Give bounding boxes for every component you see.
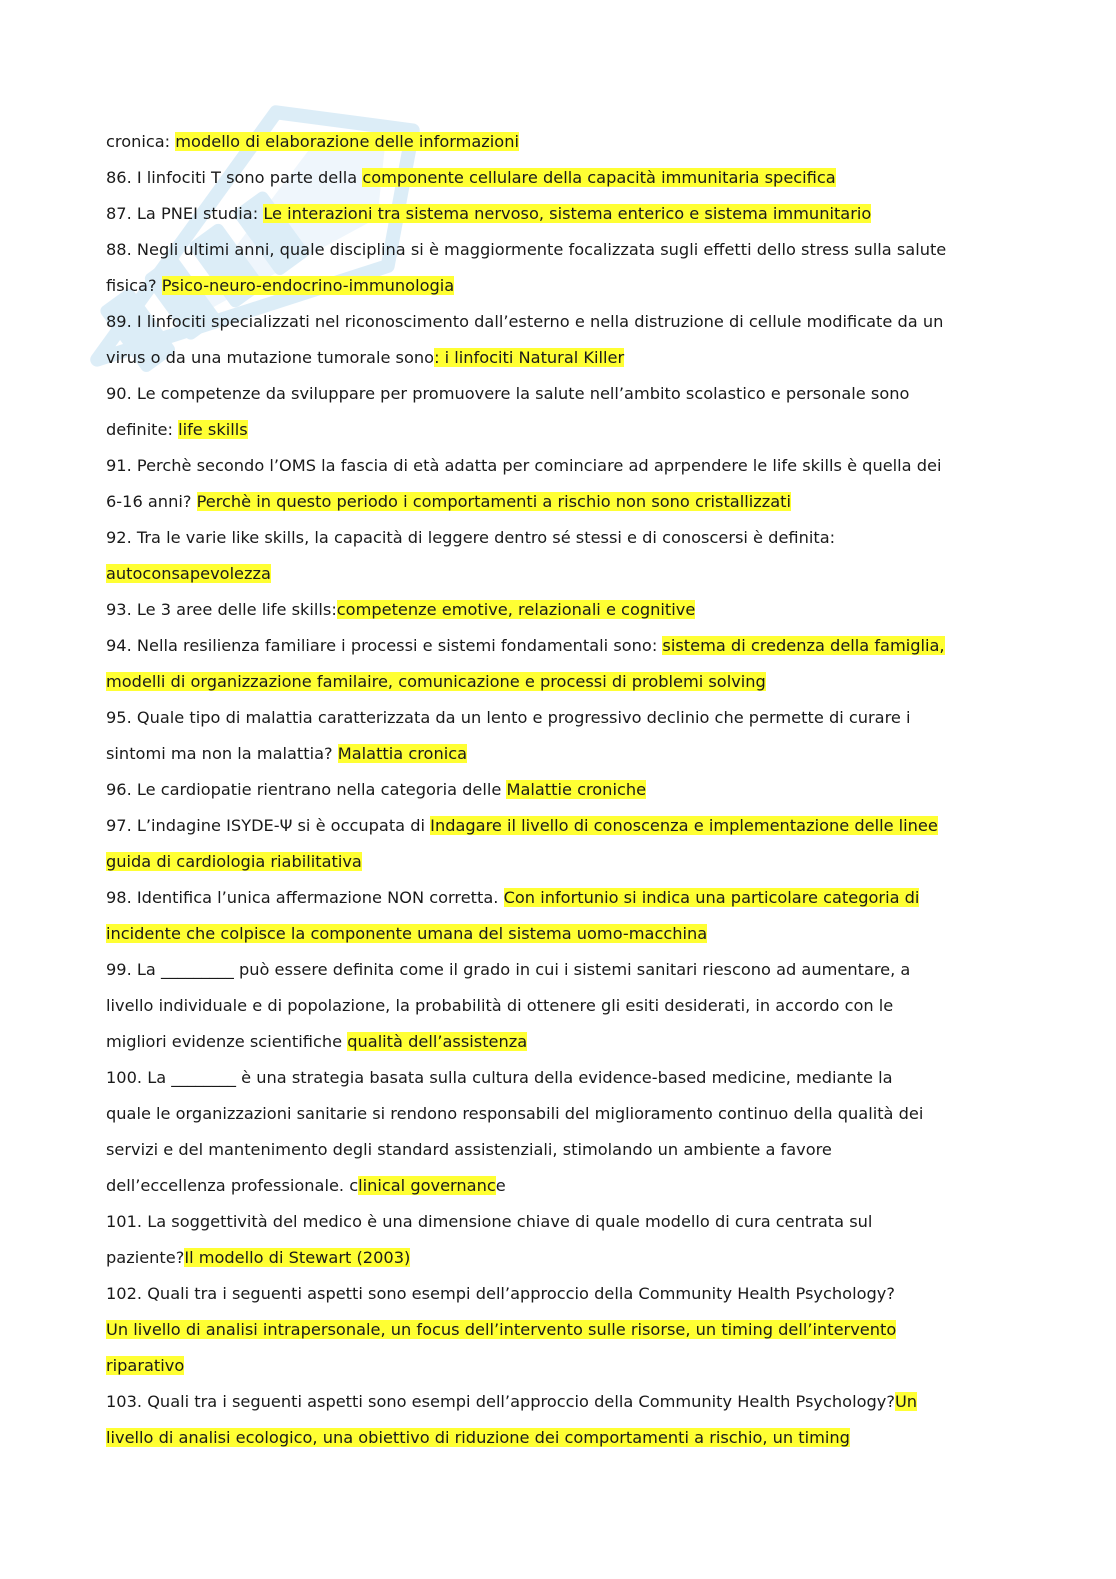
highlighted-answer: livello di analisi ecologico, una obiettivo di riduzione dei comportamenti a rischio, un timing xyxy=(106,1428,850,1447)
highlighted-answer: riparativo xyxy=(106,1356,185,1375)
text-line xyxy=(106,558,986,594)
question-text: 93. Le 3 aree delle life skills: xyxy=(106,600,337,619)
question-text: virus o da una mutazione tumorale sono xyxy=(106,348,435,367)
text-line xyxy=(106,1350,986,1386)
text-line xyxy=(106,1206,986,1242)
question-text: 88. Negli ultimi anni, quale disciplina si è maggiormente focalizzata sugli effetti dello stress sulla salute xyxy=(106,240,947,259)
question-text: 92. Tra le varie like skills, la capacità di leggere dentro sé stessi e di conoscersi è definita: xyxy=(106,528,836,547)
question-text: paziente? xyxy=(106,1248,185,1267)
question-text: 6-16 anni? xyxy=(106,492,197,511)
highlighted-answer: life skills xyxy=(178,420,248,439)
highlighted-answer: qualità dell’assistenza xyxy=(347,1032,528,1051)
text-line xyxy=(106,306,986,342)
text-line xyxy=(106,198,986,234)
text-line xyxy=(106,1134,986,1170)
highlighted-answer: competenze emotive, relazionali e cognitive xyxy=(336,600,696,619)
highlighted-answer: Perchè in questo periodo i comportamenti a rischio non sono cristallizzati xyxy=(196,492,791,511)
question-text: 102. Quali tra i seguenti aspetti sono esempi dell’approccio della Community Health Psychology? xyxy=(106,1284,895,1303)
highlighted-answer: modelli di organizzazione familaire, comunicazione e processi di problemi solving xyxy=(106,672,766,691)
document-body xyxy=(106,126,986,1458)
highlighted-answer: guida di cardiologia riabilitativa xyxy=(106,852,362,871)
question-text: quale le organizzazioni sanitarie si rendono responsabili del miglioramento continuo della qualità dei xyxy=(106,1104,924,1123)
text-line xyxy=(106,270,986,306)
question-text: cronica: xyxy=(106,132,176,151)
text-line xyxy=(106,774,986,810)
text-line xyxy=(106,810,986,846)
question-text: 96. Le cardiopatie rientrano nella categoria delle xyxy=(106,780,507,799)
highlighted-answer: : i linfociti Natural Killer xyxy=(434,348,625,367)
question-text: 99. La _________ può essere definita come il grado in cui i sistemi sanitari riescono ad aumentare, a xyxy=(106,960,911,979)
text-line xyxy=(106,378,986,414)
question-text: e xyxy=(495,1176,506,1195)
question-text: migliori evidenze scientifiche xyxy=(106,1032,348,1051)
highlighted-answer: Indagare il livello di conoscenza e implementazione delle linee xyxy=(430,816,938,835)
question-text: 98. Identifica l’unica affermazione NON corretta. xyxy=(106,888,504,907)
text-line xyxy=(106,738,986,774)
question-text: 97. L’indagine ISYDE-Ψ si è occupata di xyxy=(106,816,431,835)
highlighted-answer: Malattia cronica xyxy=(337,744,468,763)
text-line xyxy=(106,1242,986,1278)
highlighted-answer: Il modello di Stewart (2003) xyxy=(184,1248,411,1267)
highlighted-answer: linical governanc xyxy=(358,1176,496,1195)
highlighted-answer: sistema di credenza della famiglia, xyxy=(662,636,945,655)
question-text: 90. Le competenze da sviluppare per promuovere la salute nell’ambito scolastico e personale sono xyxy=(106,384,910,403)
question-text: 87. La PNEI studia: xyxy=(106,204,264,223)
question-text: 95. Quale tipo di malattia caratterizzata da un lento e progressivo declinio che permette di curare i xyxy=(106,708,911,727)
text-line xyxy=(106,1278,986,1314)
text-line xyxy=(106,594,986,630)
question-text: 101. La soggettività del medico è una dimensione chiave di quale modello di cura centrata sul xyxy=(106,1212,873,1231)
text-line xyxy=(106,1098,986,1134)
highlighted-answer: Psico-neuro-endocrino-immunologia xyxy=(161,276,455,295)
question-text: 103. Quali tra i seguenti aspetti sono esempi dell’approccio della Community Health Psychology? xyxy=(106,1392,895,1411)
text-line xyxy=(106,126,986,162)
question-text: definite: xyxy=(106,420,179,439)
question-text: 86. I linfociti T sono parte della xyxy=(106,168,363,187)
text-line xyxy=(106,414,986,450)
text-line xyxy=(106,630,986,666)
question-text: dell’eccellenza professionale. c xyxy=(106,1176,359,1195)
text-line xyxy=(106,1386,986,1422)
highlighted-answer: Malattie croniche xyxy=(506,780,647,799)
text-line xyxy=(106,702,986,738)
highlighted-answer: Un livello di analisi intrapersonale, un focus dell’intervento sulle risorse, un timing dell’intervento xyxy=(106,1320,897,1339)
text-line xyxy=(106,666,986,702)
text-line xyxy=(106,162,986,198)
highlighted-answer: Un xyxy=(894,1392,918,1411)
text-line xyxy=(106,486,986,522)
text-line xyxy=(106,990,986,1026)
text-line xyxy=(106,234,986,270)
text-line xyxy=(106,1170,986,1206)
highlighted-answer: Le interazioni tra sistema nervoso, sistema enterico e sistema immunitario xyxy=(263,204,872,223)
question-text: 89. I linfociti specializzati nel riconoscimento dall’esterno e nella distruzione di cellule modificate da un xyxy=(106,312,944,331)
text-line xyxy=(106,918,986,954)
question-text: livello individuale e di popolazione, la probabilità di ottenere gli esiti desiderati, in accordo con le xyxy=(106,996,894,1015)
highlighted-answer: incidente che colpisce la componente umana del sistema uomo-macchina xyxy=(106,924,708,943)
highlighted-answer: componente cellulare della capacità immunitaria specifica xyxy=(362,168,836,187)
highlighted-answer: autoconsapevolezza xyxy=(106,564,271,583)
text-line xyxy=(106,1422,986,1458)
text-line xyxy=(106,1062,986,1098)
text-line xyxy=(106,450,986,486)
text-line xyxy=(106,846,986,882)
text-line xyxy=(106,522,986,558)
question-text: servizi e del mantenimento degli standard assistenziali, stimolando un ambiente a favore xyxy=(106,1140,832,1159)
question-text: fisica? xyxy=(106,276,162,295)
text-line xyxy=(106,1314,986,1350)
highlighted-answer: modello di elaborazione delle informazioni xyxy=(175,132,519,151)
question-text: sintomi ma non la malattia? xyxy=(106,744,338,763)
highlighted-answer: Con infortunio si indica una particolare categoria di xyxy=(503,888,920,907)
question-text: 94. Nella resilienza familiare i processi e sistemi fondamentali sono: xyxy=(106,636,663,655)
text-line xyxy=(106,1026,986,1062)
question-text: 100. La ________ è una strategia basata sulla cultura della evidence-based medicine, mediante la xyxy=(106,1068,893,1087)
text-line xyxy=(106,882,986,918)
question-text: 91. Perchè secondo l’OMS la fascia di età adatta per cominciare ad aprpendere le life skills è quella dei xyxy=(106,456,942,475)
text-line xyxy=(106,954,986,990)
text-line xyxy=(106,342,986,378)
